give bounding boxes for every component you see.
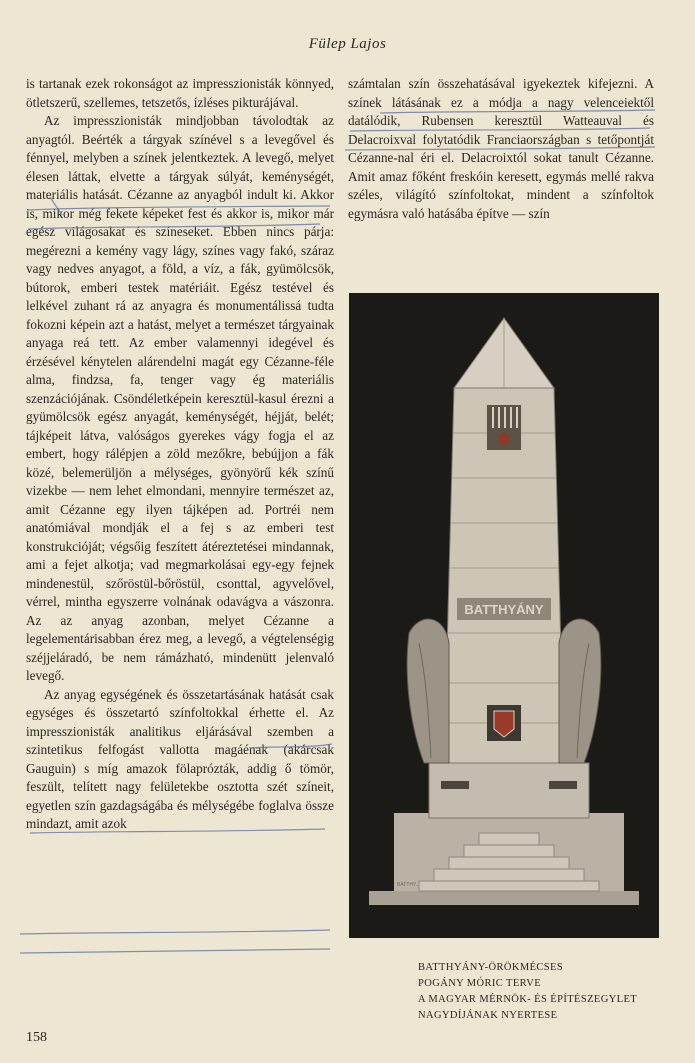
running-title: Fülep Lajos	[308, 36, 387, 52]
caption-line: A MAGYAR MÉRNÖK- ÉS ÉPÍTÉSZEGYLET	[418, 994, 638, 1005]
paragraph: Az anyag egységének és összetartásának hatását csak egységes és összetartó színfoltokkal érhette el. Az impresszionisták analitikus eljárásával szemben a szintetikus felfogást vallotta magáénak (akárcsak Gauguin) s míg amazok fölaprózták, addig ő tömör, feszült, telített nagy felületekbe osztotta szét színeit, egyetlen szín gazdagságába és mélységébe foglalva össze mindazt, amit azok	[26, 686, 334, 831]
right-text-column	[348, 75, 654, 223]
figure-caption	[418, 960, 678, 1024]
left-text-column	[26, 75, 334, 834]
caption-line: NAGYDÍJÁNAK NYERTESE	[418, 1010, 558, 1021]
monument-illustration	[349, 293, 659, 938]
page-number: 158	[26, 1030, 47, 1045]
paragraph: számtalan szín összehatásával igyekeztek kifejezni. A színek látásának ez a módja a nagy velenceiektől datálódik, Rubensen keresztül Watteauval és Delacroixval folytatódik Franciaországban s tetőpontját Cézanne-nal éri el. Delacroixtól sokat tanult Cézanne. Amit amaz főként freskóin keresett, egymás mellé rakva széles, világító színfoltokat, mindent a színfoltok egymásra való hatásába építve — szín	[348, 76, 654, 221]
artist-signature: BATTHY...	[397, 882, 420, 888]
caption-line: BATTHYÁNY-ÖRÖKMÉCSES	[418, 962, 564, 973]
paragraph: Az impresszionisták mindjobban távolodtak az anyagtól. Beérték a tárgyak színével s a levegővel és fénnyel, melyben a színek jelentkeztek. A levegő, melyet élesen láttak, elvette a tárgyak súlyát, keménységét, materiális hatását. Cézanne az anyagból indult ki. Akkor is, mikor még fekete képeket fest és akkor is, mikor már egész világosakat és színeseket. Ebben nincs párja: megérezni a kemény vagy lágy, színes vagy fakó, száraz vagy nedves anyagot, a föld, a víz, a fák, gyümölcsök, bútorok, emberi testek matériáit. Egész testével és lelkével zuhant rá az anyagra és monumentálissá tudta fokozni képein azt a hatást, melyet a természet tárgyainak anyaga reá tett. Az ember valamennyi idegével és érzésével kénytelen alárendelni magát egy Cézanne-féle alma, findzsa, fa, tenger vagy ég materiális szenzációjának. Csöndéletképein keresztül-kasul érezni a gyümölcsök egész anyagát, keménységét, héjját, belét; tájképeit látva, valóságos gyerekes vágy fogja el az embert, hogy rálépjen a zöld mezőkre, bebújjon a fák közé, belemerüljön a mélységes, gyönyörű kék színű vizekbe — nem lehet elmondani, mennyire természet az, amit Cézanne egy ilyen tájképen ad. Portréi nem anatómiával mondják el a fej s az emberi test konstrukcióját; végsőig feszített átéreztetései mindannak, ami a fejet alkotja; vad megmarkolásai egy-egy fejnek mindenestül, szőröstül-bőröstül, csonttal, agyvelővel, vérrel, mintha egyszerre volnának odavágva a vászonra. Az az anyag azonban, melyet Cézanne a legelementárisabban érez meg, a levegő, a végtelenségig széjjeláradó, be nem rámázható, mindenütt jelenvaló levegő.	[26, 113, 334, 683]
caption-line: POGÁNY MÓRIC TERVE	[418, 978, 542, 989]
monument-inscription: BATTHYÁNY	[464, 602, 544, 617]
paragraph: is tartanak ezek rokonságot az impresszionisták könnyed, ötletszerű, szellemes, tetszetős, ízléses pikturájával.	[26, 76, 334, 110]
